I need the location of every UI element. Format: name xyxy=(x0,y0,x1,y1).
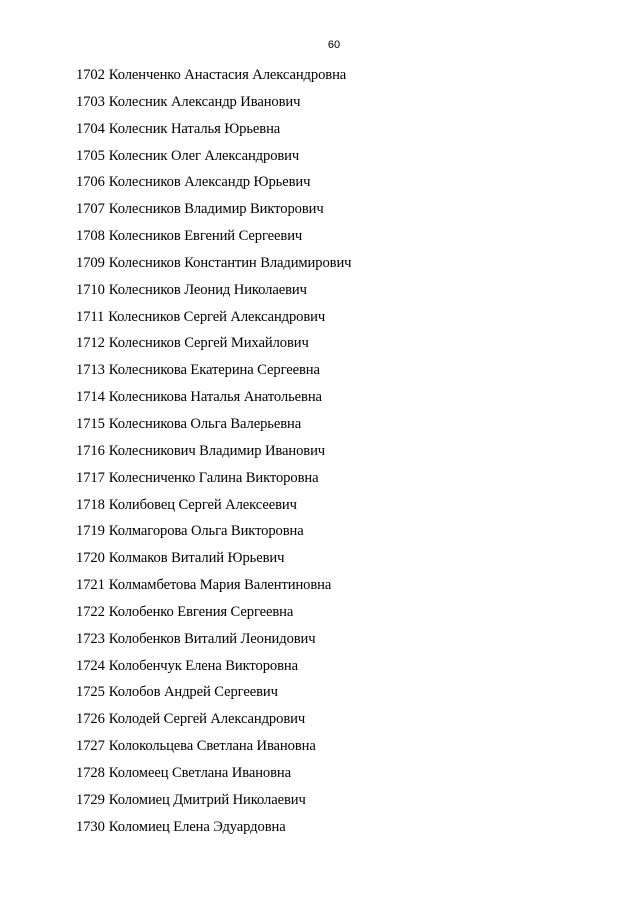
entry-full-name: Коломиец Елена Эдуардовна xyxy=(108,818,286,835)
entry-full-name: Колесник Александр Иванович xyxy=(108,93,301,110)
entry-number: 1715 xyxy=(76,415,105,432)
entry-full-name: Колибовец Сергей Алексеевич xyxy=(108,496,297,513)
list-item xyxy=(76,710,351,737)
list-item xyxy=(76,334,351,361)
entry-number: 1720 xyxy=(76,550,105,567)
entry-full-name: Колобенко Евгения Сергеевна xyxy=(108,603,294,620)
entry-number: 1725 xyxy=(76,684,105,701)
list-item xyxy=(76,227,351,254)
list-item xyxy=(76,200,351,227)
entry-number: 1722 xyxy=(76,603,105,620)
list-item xyxy=(76,254,351,281)
entry-number: 1704 xyxy=(76,120,105,137)
entry-number: 1712 xyxy=(76,335,105,352)
list-item xyxy=(76,388,351,415)
list-item xyxy=(76,442,351,469)
list-item xyxy=(76,576,351,603)
entry-full-name: Колесников Леонид Николаевич xyxy=(108,281,307,298)
list-item xyxy=(76,308,351,335)
entry-number: 1724 xyxy=(76,657,105,674)
list-item xyxy=(76,120,351,147)
list-item xyxy=(76,818,351,845)
list-item xyxy=(76,415,351,442)
entry-full-name: Колесников Сергей Александрович xyxy=(108,308,326,325)
entry-number: 1713 xyxy=(76,362,105,379)
entry-full-name: Колобенчук Елена Викторовна xyxy=(108,657,298,674)
entry-full-name: Колесников Евгений Сергеевич xyxy=(108,228,303,245)
entry-full-name: Колобов Андрей Сергеевич xyxy=(108,684,278,701)
list-item xyxy=(76,549,351,576)
entry-number: 1716 xyxy=(76,442,105,459)
list-item xyxy=(76,281,351,308)
entry-number: 1719 xyxy=(76,523,105,540)
list-item xyxy=(76,469,351,496)
list-item xyxy=(76,764,351,791)
list-item xyxy=(76,683,351,710)
list-item xyxy=(76,173,351,200)
entry-number: 1702 xyxy=(76,67,105,83)
list-item xyxy=(76,630,351,657)
list-item xyxy=(76,522,351,549)
entry-number: 1717 xyxy=(76,469,105,486)
entry-full-name: Колесниченко Галина Викторовна xyxy=(108,469,319,486)
entry-number: 1711 xyxy=(76,308,105,325)
entry-full-name: Колесникова Екатерина Сергеевна xyxy=(108,362,320,379)
entry-number: 1727 xyxy=(76,738,105,755)
entry-number: 1703 xyxy=(76,93,105,110)
page-number: 60 xyxy=(327,39,341,51)
list-item xyxy=(76,361,351,388)
entry-full-name: Коломеец Светлана Ивановна xyxy=(108,764,291,781)
entry-number: 1707 xyxy=(76,201,105,218)
entry-full-name: Колокольцева Светлана Ивановна xyxy=(108,738,316,755)
entry-number: 1726 xyxy=(76,711,105,728)
entry-number: 1728 xyxy=(76,764,105,781)
list-item xyxy=(76,93,351,120)
entry-full-name: Колесник Наталья Юрьевна xyxy=(108,120,281,137)
list-item xyxy=(76,603,351,630)
list-item xyxy=(76,737,351,764)
entry-full-name: Колмагорова Ольга Викторовна xyxy=(108,523,304,540)
entry-full-name: Колесникова Ольга Валерьевна xyxy=(108,415,302,432)
entry-number: 1714 xyxy=(76,389,105,406)
entry-number: 1705 xyxy=(76,147,105,164)
entry-full-name: Колмаков Виталий Юрьевич xyxy=(108,550,285,567)
entry-number: 1721 xyxy=(76,577,105,594)
entry-full-name: Колобенков Виталий Леонидович xyxy=(108,630,316,647)
entry-full-name: Колодей Сергей Александрович xyxy=(108,711,306,728)
entry-number: 1710 xyxy=(76,281,105,298)
entry-number: 1706 xyxy=(76,174,105,191)
list-item xyxy=(76,657,351,684)
list-item xyxy=(76,496,351,523)
name-list xyxy=(76,66,351,844)
entry-number: 1723 xyxy=(76,630,105,647)
entry-full-name: Коломиец Дмитрий Николаевич xyxy=(108,791,306,808)
entry-full-name: Колесников Александр Юрьевич xyxy=(108,174,311,191)
entry-full-name: Колесников Сергей Михайлович xyxy=(108,335,309,352)
entry-number: 1730 xyxy=(76,818,105,835)
list-item xyxy=(76,66,351,93)
list-item xyxy=(76,147,351,174)
entry-full-name: Колесников Константин Владимирович xyxy=(108,254,352,271)
entry-full-name: Колмамбетова Мария Валентиновна xyxy=(108,577,332,594)
entry-number: 1709 xyxy=(76,254,105,271)
entry-number: 1729 xyxy=(76,791,105,808)
entry-full-name: Колесников Владимир Викторович xyxy=(108,201,324,218)
entry-full-name: Коленченко Анастасия Александровна xyxy=(108,67,347,83)
entry-number: 1718 xyxy=(76,496,105,513)
entry-number: 1708 xyxy=(76,228,105,245)
entry-full-name: Колесникович Владимир Иванович xyxy=(108,442,326,459)
entry-full-name: Колесник Олег Александрович xyxy=(108,147,300,164)
entry-full-name: Колесникова Наталья Анатольевна xyxy=(108,389,322,406)
list-item xyxy=(76,791,351,818)
